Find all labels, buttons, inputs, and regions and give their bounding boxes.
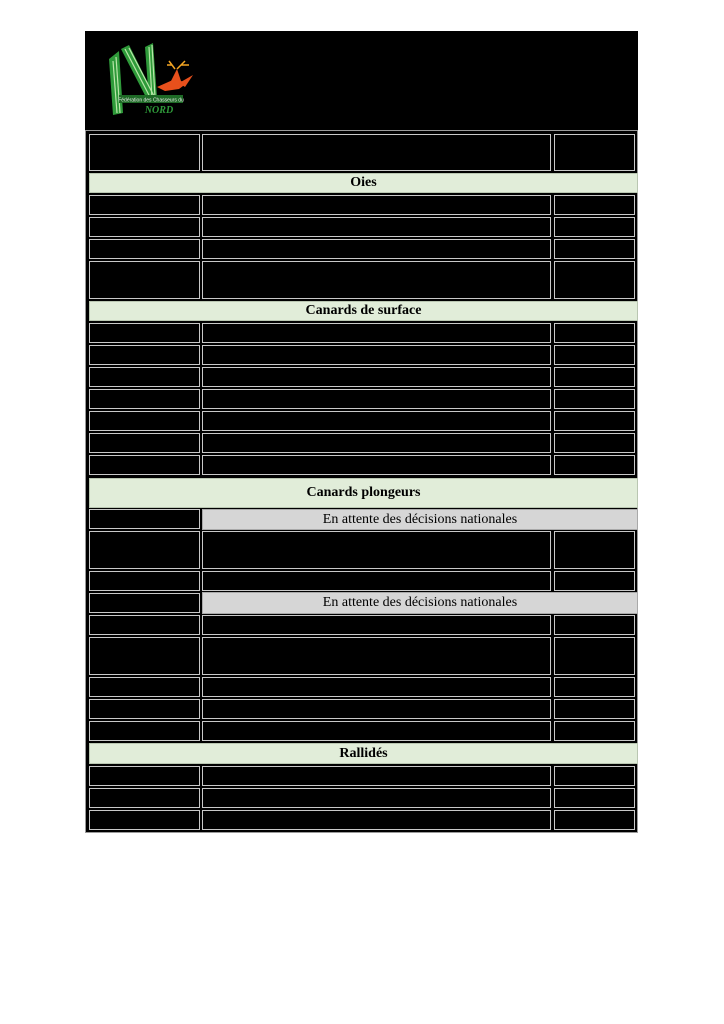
table-cell — [202, 455, 551, 475]
section-header-oies: Oies — [89, 173, 638, 193]
table-cell — [89, 195, 200, 215]
table-cell — [202, 261, 551, 299]
table-cell — [89, 411, 200, 431]
table-cell — [554, 195, 635, 215]
table-cell — [554, 810, 635, 830]
table-cell — [89, 509, 200, 529]
table-cell — [554, 637, 635, 675]
table-cell — [202, 721, 551, 741]
table-cell — [202, 615, 551, 635]
table-cell — [89, 239, 200, 259]
table-cell — [202, 195, 551, 215]
table-cell — [554, 261, 635, 299]
table-cell — [554, 699, 635, 719]
section-header-rallides: Rallidés — [89, 743, 638, 764]
document-page — [85, 31, 638, 833]
table-cell — [89, 345, 200, 365]
table-cell — [554, 721, 635, 741]
table-cell — [554, 367, 635, 387]
table-cell — [554, 615, 635, 635]
table-cell — [89, 766, 200, 786]
table-header-cell — [89, 134, 200, 171]
table-cell — [89, 217, 200, 237]
table-cell — [554, 345, 635, 365]
logo-text-line1: Fédération des Chasseurs du — [118, 97, 184, 104]
table-cell — [89, 810, 200, 830]
table-cell — [89, 323, 200, 343]
table-cell — [89, 721, 200, 741]
table-cell — [554, 531, 635, 569]
table-cell — [89, 389, 200, 409]
table-cell — [89, 677, 200, 697]
table-cell — [89, 637, 200, 675]
table-cell — [89, 615, 200, 635]
table-cell — [202, 788, 551, 808]
table-cell — [202, 367, 551, 387]
species-table — [85, 130, 638, 833]
table-cell — [554, 788, 635, 808]
table-cell — [202, 239, 551, 259]
table-cell — [89, 788, 200, 808]
table-cell — [202, 389, 551, 409]
pending-decision-notice: En attente des décisions nationales — [202, 592, 638, 614]
table-cell — [89, 593, 200, 613]
federation-logo — [105, 39, 201, 119]
table-cell — [202, 810, 551, 830]
table-cell — [554, 455, 635, 475]
table-cell — [554, 677, 635, 697]
header-banner — [85, 31, 638, 130]
table-cell — [554, 411, 635, 431]
table-cell — [554, 571, 635, 591]
table-cell — [202, 433, 551, 453]
table-header-cell — [202, 134, 551, 171]
table-cell — [89, 699, 200, 719]
logo-text-line2: NORD — [144, 105, 174, 116]
table-cell — [202, 345, 551, 365]
table-cell — [89, 261, 200, 299]
table-cell — [202, 571, 551, 591]
table-cell — [202, 411, 551, 431]
table-cell — [554, 766, 635, 786]
table-cell — [202, 323, 551, 343]
pending-decision-notice: En attente des décisions nationales — [202, 509, 638, 530]
table-cell — [202, 677, 551, 697]
table-cell — [554, 433, 635, 453]
table-cell — [89, 531, 200, 569]
table-cell — [202, 531, 551, 569]
table-cell — [554, 239, 635, 259]
table-cell — [202, 637, 551, 675]
table-cell — [89, 433, 200, 453]
table-cell — [554, 217, 635, 237]
table-cell — [89, 367, 200, 387]
table-cell — [202, 217, 551, 237]
table-cell — [202, 766, 551, 786]
table-cell — [202, 699, 551, 719]
section-header-canards-surface: Canards de surface — [89, 301, 638, 321]
table-cell — [554, 323, 635, 343]
section-header-canards-plongeurs: Canards plongeurs — [89, 478, 638, 508]
table-cell — [89, 455, 200, 475]
table-cell — [554, 389, 635, 409]
table-cell — [89, 571, 200, 591]
table-header-cell — [554, 134, 635, 171]
